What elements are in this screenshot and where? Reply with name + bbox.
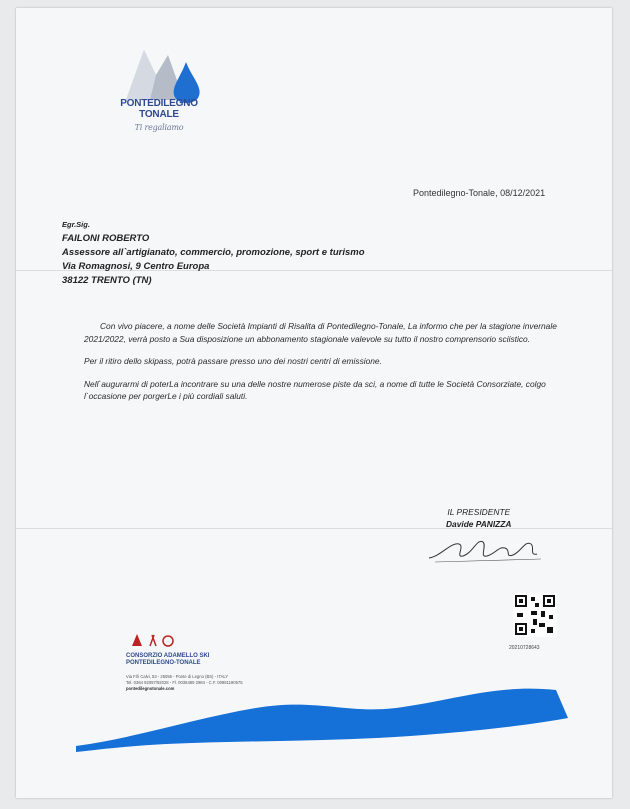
president-title: IL PRESIDENTE bbox=[447, 507, 511, 517]
recipient-role: Assessore all`artigianato, commercio, promozione, sport e turismo bbox=[62, 247, 365, 258]
footer-website: pontedilegnotonale.com bbox=[126, 686, 175, 691]
signature-block bbox=[446, 506, 511, 530]
recipient-block bbox=[62, 218, 365, 288]
brand-tagline: Ti regaliamo bbox=[134, 123, 184, 132]
blue-wave-decoration-icon bbox=[16, 678, 612, 768]
consorzio-line-2: PONTEDILEGNO-TONALE bbox=[126, 660, 201, 666]
consorzio-name bbox=[126, 653, 209, 667]
brand-line-1: PONTEDILEGNO bbox=[120, 98, 198, 109]
brand-wordmark bbox=[104, 98, 214, 133]
letter-body bbox=[84, 320, 589, 413]
partner-logos-icon bbox=[130, 632, 190, 648]
body-paragraph-2: Per il ritiro dello skipass, potrà passare presso uno dei nostri centri di emissione. bbox=[84, 356, 382, 366]
footer-phones: Tel. 0364 92097/92028 - Fl. 0036489 2984 - C.F. 00981190575 bbox=[126, 680, 243, 685]
qr-code-icon bbox=[513, 593, 557, 637]
footer-address: Via F.lli Calvi, 53 - 25056 - Ponte di Legno (BS) - ITALY bbox=[126, 674, 229, 679]
recipient-city: 38122 TRENTO (TN) bbox=[62, 275, 152, 286]
body-paragraph-3: Nell`augurarmi di poterLa incontrare su una delle nostre numerose piste da sci, a nome di tutte le Società Consorziate, colgo l`occasione per porgerLe i più cordiali saluti. bbox=[84, 378, 546, 401]
letter-sheet bbox=[16, 8, 612, 798]
recipient-salutation: Egr.Sig. bbox=[62, 220, 90, 229]
brand-line-2: TONALE bbox=[139, 109, 179, 120]
consorzio-line-1: CONSORZIO ADAMELLO SKI bbox=[126, 653, 210, 659]
handwritten-signature-icon bbox=[421, 528, 551, 568]
document-code: 20210728643 bbox=[509, 645, 540, 651]
recipient-street: Via Romagnosi, 9 Centro Europa bbox=[62, 261, 210, 272]
letter-date: Pontedilegno-Tonale, 08/12/2021 bbox=[413, 188, 546, 198]
recipient-name: FAILONI ROBERTO bbox=[62, 233, 150, 244]
mountain-logo-icon bbox=[116, 40, 206, 150]
president-name: Davide PANIZZA bbox=[446, 519, 512, 529]
body-paragraph-1: Con vivo piacere, a nome delle Società Impianti di Risalita di Pontedilegno-Tonale, La informo che per la stagione invernale 2021/2022, verrà posto a Sua disposizione un abbonamento stagionale valevole su tutto il nostro comprensorio sciistico. bbox=[84, 321, 557, 344]
